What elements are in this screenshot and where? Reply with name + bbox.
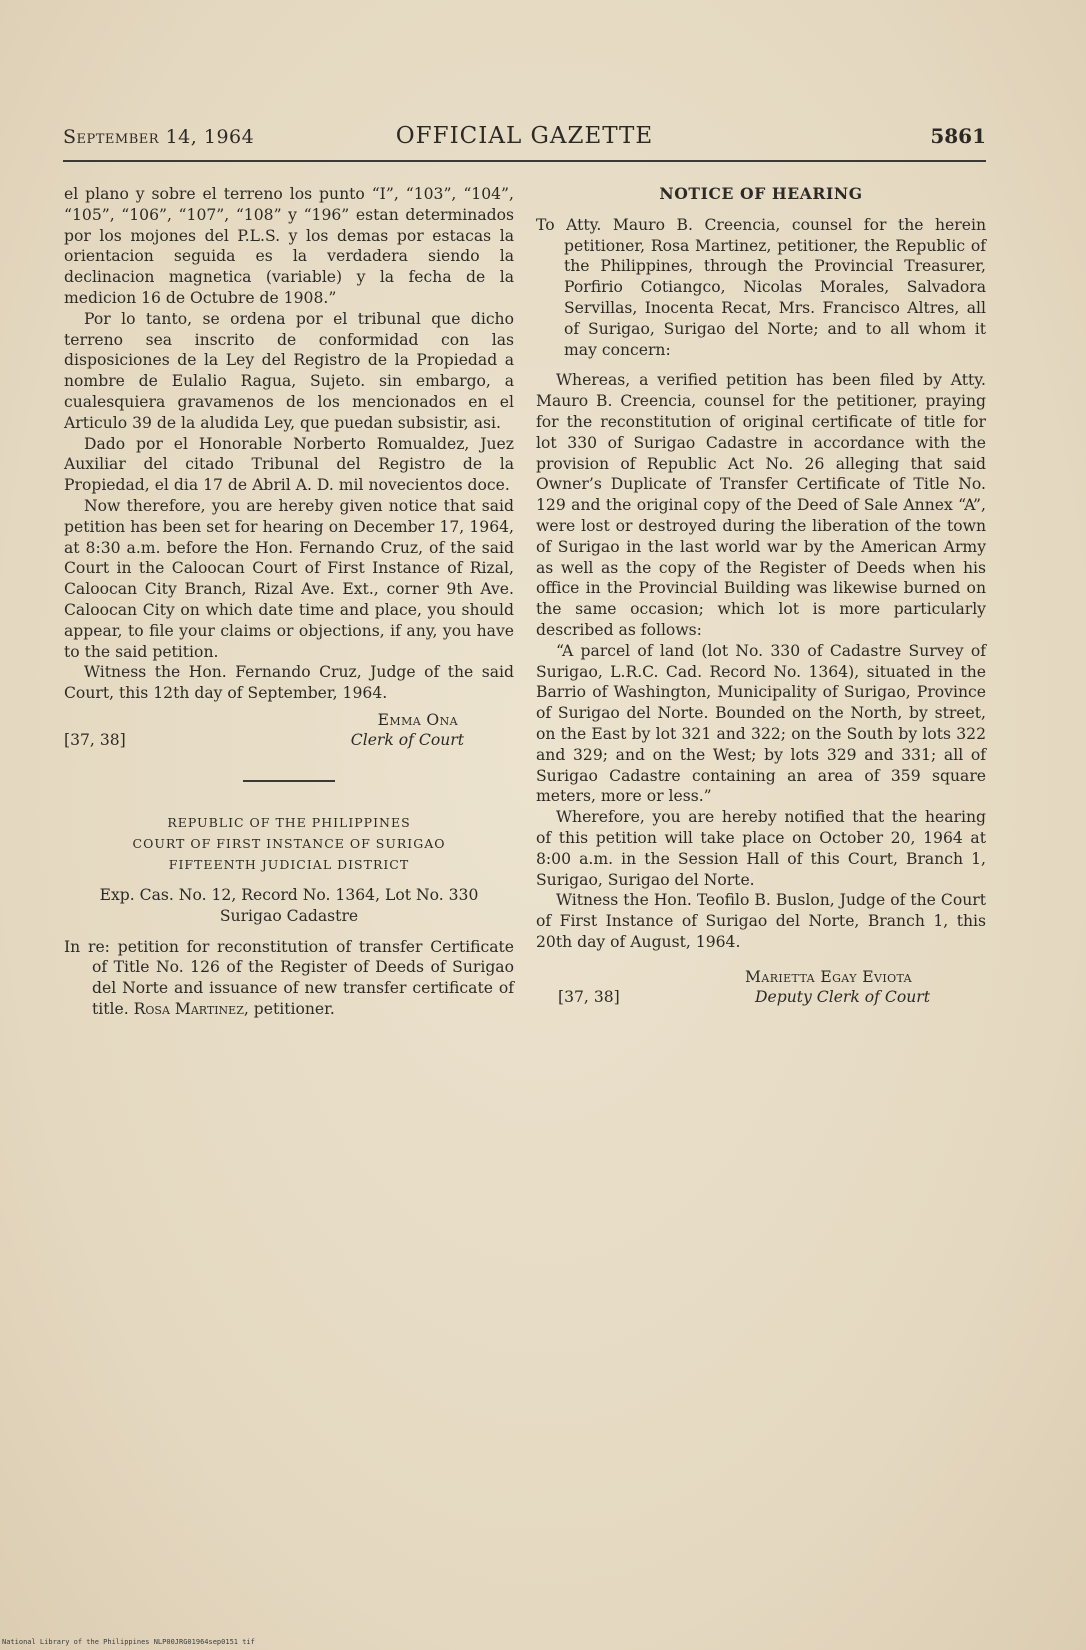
left-paragraph-4: Now therefore, you are hereby given notice that said petition has been set for hearing on December 17, 1964, at 8:30 a.m. before the Hon. Fernando Cruz, of the said Court in the Caloocan Court of First Instance of Rizal, Caloocan City Branch, Rizal Ave. Ext., corner 9th Ave. Caloocan City on which date time and place, you should appear, to file your claims or objections, if any, you have to the said petition.	[64, 496, 514, 661]
header-rule	[63, 160, 986, 162]
court-heading-line-2: COURT OF FIRST INSTANCE OF SURIGAO	[132, 835, 446, 851]
right-column	[536, 184, 986, 1009]
court-heading-line-3: FIFTEENTH JUDICIAL DISTRICT	[168, 856, 410, 872]
right-issue-code: [37, 38]	[558, 987, 620, 1006]
right-signature-title: Deputy Clerk of Court	[755, 987, 930, 1006]
case-reference-line-2: Surigao Cadastre	[219, 906, 359, 925]
petitioner-label: petitioner.	[253, 999, 335, 1018]
right-signature-block	[536, 967, 986, 1009]
left-signature-block	[64, 710, 514, 752]
header-title: OFFICIAL GAZETTE	[395, 123, 654, 149]
left-signature-name: Emma Ona	[377, 710, 458, 729]
left-paragraph-3: Dado por el Honorable Norberto Romualdez, Juez Auxiliar del citado Tribunal del Registro de la Propiedad, el dia 17 de Abril A. D. mil novecientos doce.	[64, 434, 514, 495]
left-paragraph-5: Witness the Hon. Fernando Cruz, Judge of the said Court, this 12th day of September, 1964.	[64, 663, 514, 703]
left-issue-code: [37, 38]	[64, 730, 126, 749]
left-signature-title: Clerk of Court	[350, 730, 464, 749]
in-re-paragraph	[64, 937, 514, 1020]
court-heading	[64, 812, 514, 875]
header-page-number: 5861	[930, 124, 986, 148]
case-reference-line-1: Exp. Cas. No. 12, Record No. 1364, Lot No. 330	[99, 885, 479, 904]
addressee-paragraph: To Atty. Mauro B. Creencia, counsel for the herein petitioner, Rosa Martinez, petitioner, the Republic of the Philippines, through the Provincial Treasurer, Porfirio Cotiangco, Nicolas Morales, Salvadora Servillas, Inocenta Recat, Mrs. Francisco Altres, all of Surigao, Surigao del Norte; and to all whom it may concern:	[536, 215, 986, 359]
right-paragraph-2: “A parcel of land (lot No. 330 of Cadastre Survey of Surigao, L.R.C. Cad. Record No. 1364), situated in the Barrio of Washington, Municipality of Surigao, Province of Surigao del Norte. Bounded on the North, by street, on the East by lot 321 and 322; on the South by lots 322 and 329; and on the West; by lots 329 and 331; all of Surigao Cadastre containing an area of 359 square meters, more or less.”	[536, 641, 986, 806]
case-reference	[64, 885, 514, 927]
petitioner-name: Rosa Martinez,	[133, 999, 249, 1018]
right-paragraph-1: Whereas, a verified petition has been filed by Atty. Mauro B. Creencia, counsel for the petitioner, praying for the reconstitution of original certificate of title for lot 330 of Surigao Cadastre in accordance with the provision of Republic Act No. 26 alleging that said Owner’s Duplicate of Transfer Certificate of Title No. 129 and the original copy of the Deed of Sale Annex “A”, were lost or destroyed during the liberation of the town of Surigao in the last world war by the American Army as well as the copy of the Register of Deeds when his office in the Provincial Building was likewise burned on the same occasion; which lot is more particularly described as follows:	[536, 371, 986, 639]
page-header	[63, 122, 986, 156]
left-paragraph-1: el plano y sobre el terreno los punto “I”, “103”, “104”, “105”, “106”, “107”, “108” y “196” estan determinados por los mojones del P.L.S. y los demas por estacas la orientacion seguida es la verdadera siendo la declinacion magnetica (variable) y la fecha de la medicion 16 de Octubre de 1908.”	[64, 185, 514, 307]
notice-title: NOTICE OF HEARING	[659, 184, 863, 203]
left-paragraph-2: Por lo tanto, se ordena por el tribunal que dicho terreno sea inscrito de conformidad con las disposiciones de la Ley del Registro de la Propiedad a nombre de Eulalio Ragua, Sujeto. sin embargo, a cualesquiera gravamenos de los mencionados en el Articulo 39 de la aludida Ley, que puedan subsistir, asi.	[64, 309, 514, 432]
scan-footer-note: National Library of the Philippines NLP00JRG01964sep0151 tif	[2, 1638, 255, 1646]
header-date: September 14, 1964	[63, 126, 255, 148]
court-heading-line-1: REPUBLIC OF THE PHILIPPINES	[167, 814, 411, 830]
section-divider	[243, 780, 335, 782]
right-paragraph-3: Wherefore, you are hereby notified that the hearing of this petition will take place on October 20, 1964 at 8:00 a.m. in the Session Hall of this Court, Branch 1, Surigao, Surigao del Norte.	[536, 808, 986, 889]
left-column	[64, 184, 514, 1020]
right-signature-name: Marietta Egay Eviota	[744, 967, 912, 986]
in-re-text: In re: petition for reconstitution of transfer Certificate of Title No. 126 of the Register of Deeds of Surigao del Norte and issuance of new transfer certificate of title.	[64, 937, 514, 1018]
right-paragraph-4: Witness the Hon. Teofilo B. Buslon, Judge of the Court of First Instance of Surigao del Norte, Branch 1, this 20th day of August, 1964.	[536, 891, 986, 951]
